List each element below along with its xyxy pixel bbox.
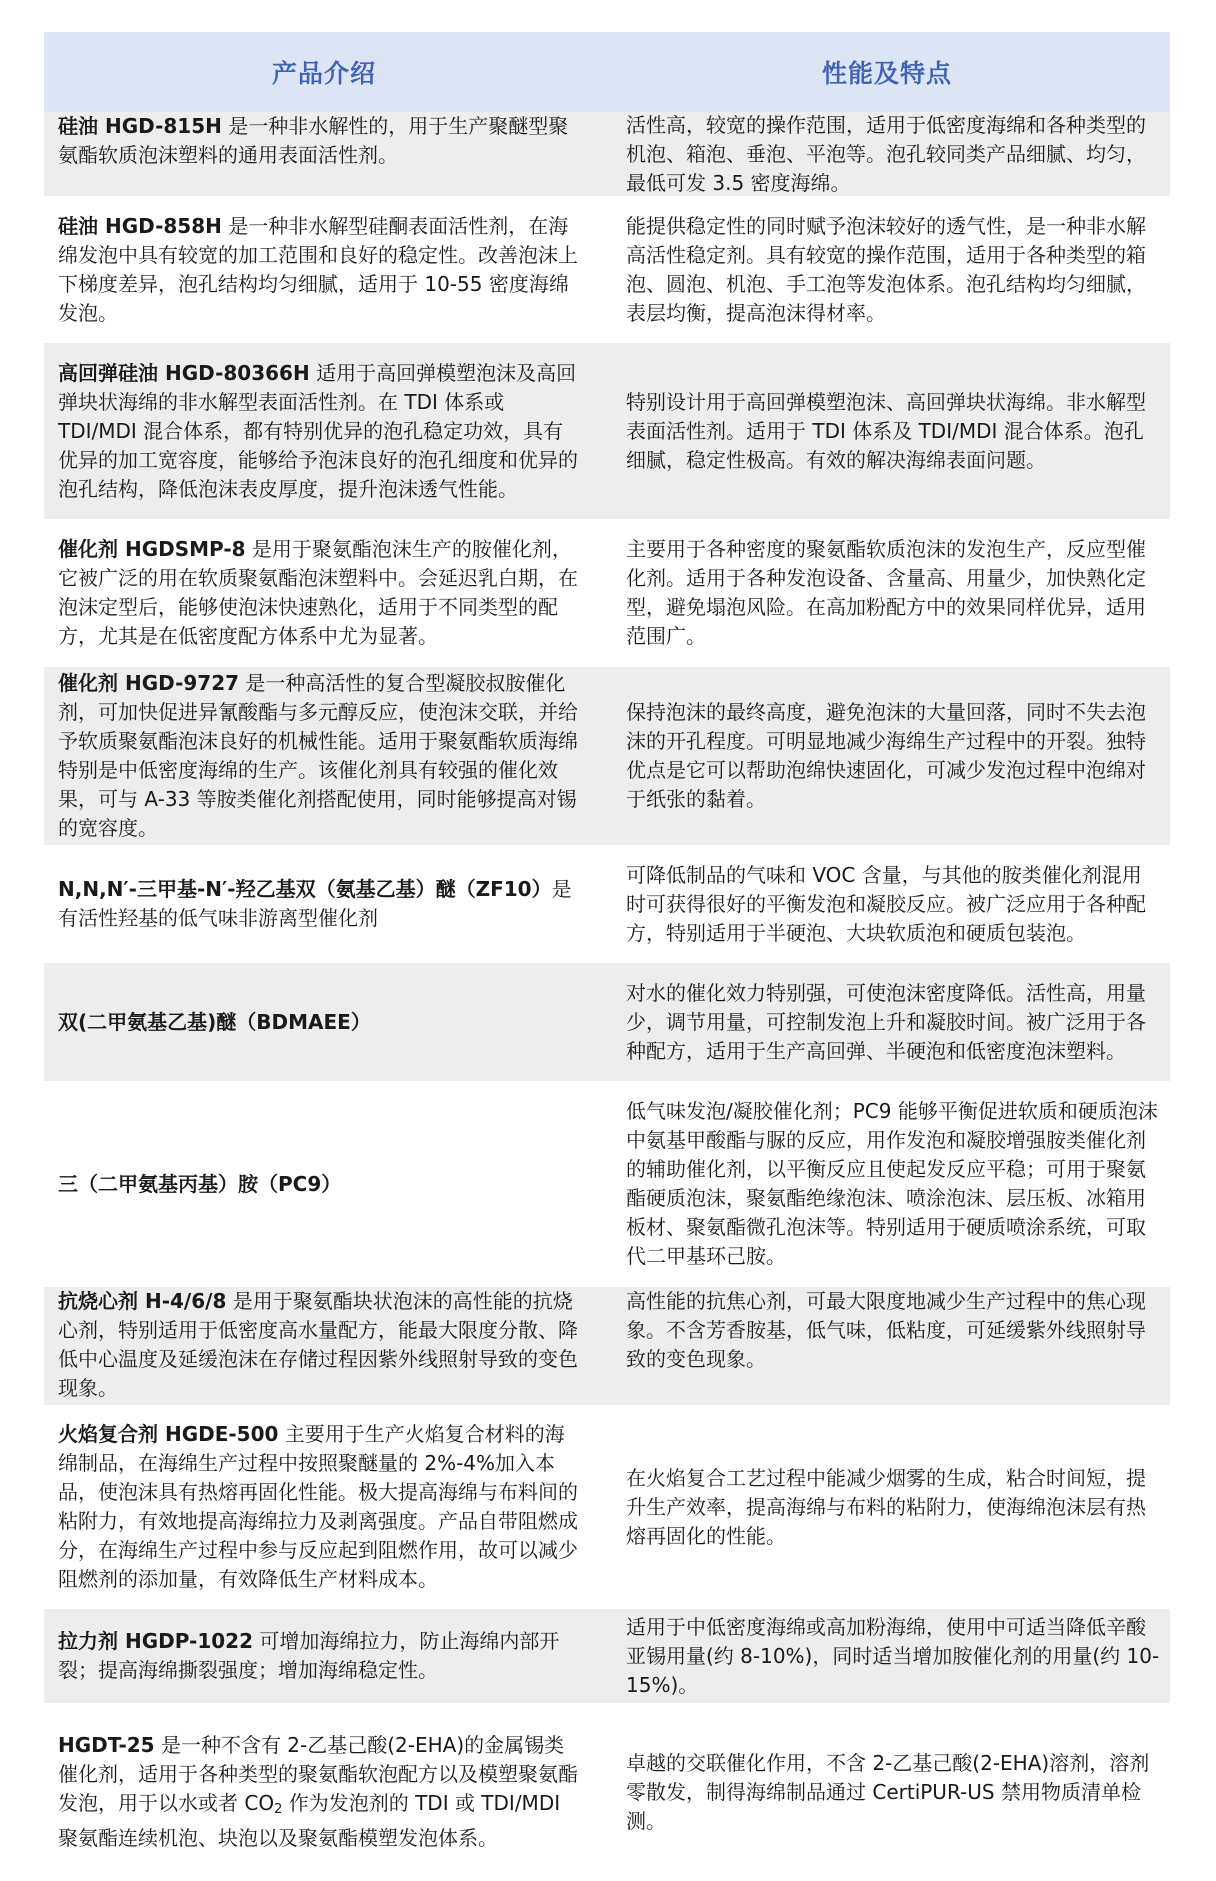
table-row xyxy=(44,519,1170,667)
table-row xyxy=(44,1703,1170,1881)
product-intro-cell xyxy=(44,519,604,667)
product-name: HGDT-25 xyxy=(58,1733,155,1757)
product-intro-text: 适用于高回弹模塑泡沫及高回弹块状海绵的非水解型表面活性剂。在 TDI 体系或 TDI/MDI 混合体系，都有特别优异的泡孔稳定功效，具有优异的加工宽容度，能够给予泡沫良好的泡孔细度和优异的泡孔结构，降低泡沫表皮厚度，提升泡沫透气性能。 xyxy=(58,360,578,501)
product-name: 硅油 HGD-858H xyxy=(58,213,222,238)
product-features-cell xyxy=(604,1405,1170,1609)
header-performance-features: 性能及特点 xyxy=(821,59,952,88)
product-features-cell xyxy=(604,112,1170,196)
table-header xyxy=(44,32,1170,112)
product-features-text: 特别设计用于高回弹模塑泡沫、高回弹块状海绵。非水解型表面活性剂。适用于 TDI 体系及 TDI/MDI 混合体系。泡孔细腻，稳定性极高。有效的解决海绵表面问题。 xyxy=(626,389,1146,472)
product-features-text: 高性能的抗焦心剂，可最大限度地减少生产过程中的焦心现象。不含芳香胺基，低气味，低粘度，可延缓紫外线照射导致的变色现象。 xyxy=(626,1289,1146,1371)
product-name: N,N,N′-三甲基-N′-羟乙基双（氨基乙基）醚（ZF10） xyxy=(58,877,552,901)
product-features-text: 主要用于各种密度的聚氨酯软质泡沫的发泡生产，反应型催化剂。适用于各种发泡设备、含量高、用量少，加快熟化定型，避免塌泡风险。在高加粉配方中的效果同样优异，适用范围广。 xyxy=(626,537,1146,648)
product-features-text: 保持泡沫的最终高度，避免泡沫的大量回落，同时不失去泡沫的开孔程度。可明显地减少海绵生产过程中的开裂。独特优点是它可以帮助泡绵快速固化，可减少发泡过程中泡绵对于纸张的黏着。 xyxy=(626,700,1146,811)
product-intro-cell xyxy=(44,963,604,1081)
product-intro-text: 是用于聚氨酯块状泡沫的高性能的抗烧心剂，特别适用于低密度高水量配方，能最大限度分散、降低中心温度及延缓泡沫在存储过程因紫外线照射导致的变色现象。 xyxy=(58,1289,578,1400)
product-name: 三（二甲氨基丙基）胺（PC9） xyxy=(58,1171,342,1196)
product-intro-text: 是一种高活性的复合型凝胶叔胺催化剂，可加快促进异氰酸酯与多元醇反应，使泡沫交联，并给予软质聚氨酯泡沫良好的机械性能。适用于聚氨酯软质海绵特别是中低密度海绵的生产。该催化剂具有较强的催化效果，可与 A-33 等胺类催化剂搭配使用，同时能够提高对锡的宽容度。 xyxy=(58,671,578,840)
product-table xyxy=(44,32,1170,1881)
product-intro-text: 是用于聚氨酯泡沫生产的胺催化剂，它被广泛的用在软质聚氨酯泡沫塑料中。会延迟乳白期，在泡沫定型后，能够使泡沫快速熟化，适用于不同类型的配方，尤其是在低密度配方体系中尤为显著。 xyxy=(58,537,578,648)
product-name: 抗烧心剂 H-4/6/8 xyxy=(58,1289,227,1313)
product-intro-text: 主要用于生产火焰复合材料的海绵制品，在海绵生产过程中按照聚醚量的 2%-4%加入本品，使泡沫具有热熔再固化性能。极大提高海绵与布料间的粘附力，有效地提高海绵拉力及剥离强度。产品自带阻燃成分，在海绵生产过程中参与反应起到阻燃作用，故可以减少阻燃剂的添加量，有效降低生产材料成本。 xyxy=(58,1422,578,1591)
table-row xyxy=(44,845,1170,963)
header-product-intro: 产品介绍 xyxy=(271,59,376,88)
product-features-cell xyxy=(604,667,1170,845)
product-features-cell xyxy=(604,845,1170,963)
product-intro-cell xyxy=(44,1081,604,1287)
product-intro-cell xyxy=(44,1287,604,1405)
product-intro-cell xyxy=(44,1703,604,1881)
product-name: 拉力剂 HGDP-1022 xyxy=(58,1629,253,1653)
product-features-text: 对水的催化效力特别强，可使泡沫密度降低。活性高，用量少，调节用量，可控制发泡上升和凝胶时间。被广泛用于各种配方，适用于生产高回弹、半硬泡和低密度泡沫塑料。 xyxy=(626,980,1146,1063)
table-row xyxy=(44,1405,1170,1609)
product-intro-cell xyxy=(44,667,604,845)
product-features-cell xyxy=(604,196,1170,343)
product-features-cell xyxy=(604,519,1170,667)
product-intro-cell xyxy=(44,112,604,196)
product-intro-text: 是一种不含有 2-乙基己酸(2-EHA)的金属锡类催化剂，适用于各种类型的聚氨酯软泡配方以及模塑聚氨酯发泡，用于以水或者 CO xyxy=(58,1733,578,1815)
product-features-text: 可降低制品的气味和 VOC 含量，与其他的胺类催化剂混用时可获得很好的平衡发泡和凝胶反应。被广泛应用于各种配方，特别适用于半硬泡、大块软质泡和硬质包装泡。 xyxy=(626,862,1146,945)
table-row xyxy=(44,963,1170,1081)
product-features-cell xyxy=(604,343,1170,519)
product-intro-cell xyxy=(44,196,604,343)
product-intro-cell xyxy=(44,1609,604,1703)
product-intro-cell xyxy=(44,845,604,963)
product-name: 硅油 HGD-815H xyxy=(58,114,222,138)
product-intro-text: 是一种非水解性的，用于生产聚醚型聚氨酯软质泡沫塑料的通用表面活性剂。 xyxy=(58,114,569,167)
product-features-text: 能提供稳定性的同时赋予泡沫较好的透气性，是一种非水解高活性稳定剂。具有较宽的操作范围，适用于各种类型的箱泡、圆泡、机泡、手工泡等发泡体系。泡孔结构均匀细腻，表层均衡，提高泡沫得材率。 xyxy=(626,213,1146,325)
product-features-cell xyxy=(604,1703,1170,1881)
product-features-cell xyxy=(604,1081,1170,1287)
product-name: 催化剂 HGD-9727 xyxy=(58,671,240,695)
co2-subscript: 2 xyxy=(274,1802,283,1817)
product-intro-text: 作为发泡剂的 TDI 或 TDI/MDI 聚氨酯连续机泡、块泡以及聚氨酯模塑发泡体系。 xyxy=(58,1791,561,1850)
product-features-cell xyxy=(604,1609,1170,1703)
table-row xyxy=(44,1081,1170,1287)
product-features-cell xyxy=(604,963,1170,1081)
product-intro-cell xyxy=(44,343,604,519)
product-features-text: 活性高，较宽的操作范围，适用于低密度海绵和各种类型的机泡、箱泡、垂泡、平泡等。泡孔较同类产品细腻、均匀，最低可发 3.5 密度海绵。 xyxy=(626,112,1146,195)
product-features-text: 适用于中低密度海绵或高加粉海绵，使用中可适当降低辛酸亚锡用量(约 8-10%)，同时适当增加胺催化剂的用量(约 10-15%)。 xyxy=(626,1614,1160,1697)
product-name: 双(二甲氨基乙基)醚（BDMAEE） xyxy=(58,1009,371,1034)
product-intro-cell xyxy=(44,1405,604,1609)
product-intro-text: 是一种非水解型硅酮表面活性剂，在海绵发泡中具有较宽的加工范围和良好的稳定性。改善泡沫上下梯度差异，泡孔结构均匀细腻，适用于 10-55 密度海绵发泡。 xyxy=(58,213,578,325)
product-intro-text: 是有活性羟基的低气味非游离型催化剂 xyxy=(58,877,572,930)
table-row xyxy=(44,196,1170,343)
product-name: 火焰复合剂 HGDE-500 xyxy=(58,1422,279,1446)
product-features-cell xyxy=(604,1287,1170,1405)
table-row xyxy=(44,112,1170,196)
table-row xyxy=(44,1609,1170,1703)
product-intro-text: 可增加海绵拉力，防止海绵内部开裂；提高海绵撕裂强度；增加海绵稳定性。 xyxy=(58,1629,560,1682)
product-name: 高回弹硅油 HGD-80366H xyxy=(58,360,310,385)
product-features-text: 在火焰复合工艺过程中能减少烟雾的生成，粘合时间短，提升生产效率，提高海绵与布料的粘附力，使海绵泡沫层有热熔再固化的性能。 xyxy=(626,1465,1146,1548)
product-features-text: 卓越的交联催化作用，不含 2-乙基己酸(2-EHA)溶剂，溶剂零散发，制得海绵制品通过 CertiPUR-US 禁用物质清单检测。 xyxy=(626,1750,1150,1833)
table-row xyxy=(44,343,1170,519)
table-row xyxy=(44,667,1170,845)
product-features-text: 低气味发泡/凝胶催化剂；PC9 能够平衡促进软质和硬质泡沫中氨基甲酸酯与脲的反应，用作发泡和凝胶增强胺类催化剂的辅助催化剂，以平衡反应且使起发反应平稳；可用于聚氨酯硬质泡沫，聚氨酯绝缘泡沫、喷涂泡沫、层压板、冰箱用板材、聚氨酯微孔泡沫等。特别适用于硬质喷涂系统，可取代二甲基环己胺。 xyxy=(626,1099,1158,1268)
product-name: 催化剂 HGDSMP-8 xyxy=(58,537,246,561)
table-row xyxy=(44,1287,1170,1405)
